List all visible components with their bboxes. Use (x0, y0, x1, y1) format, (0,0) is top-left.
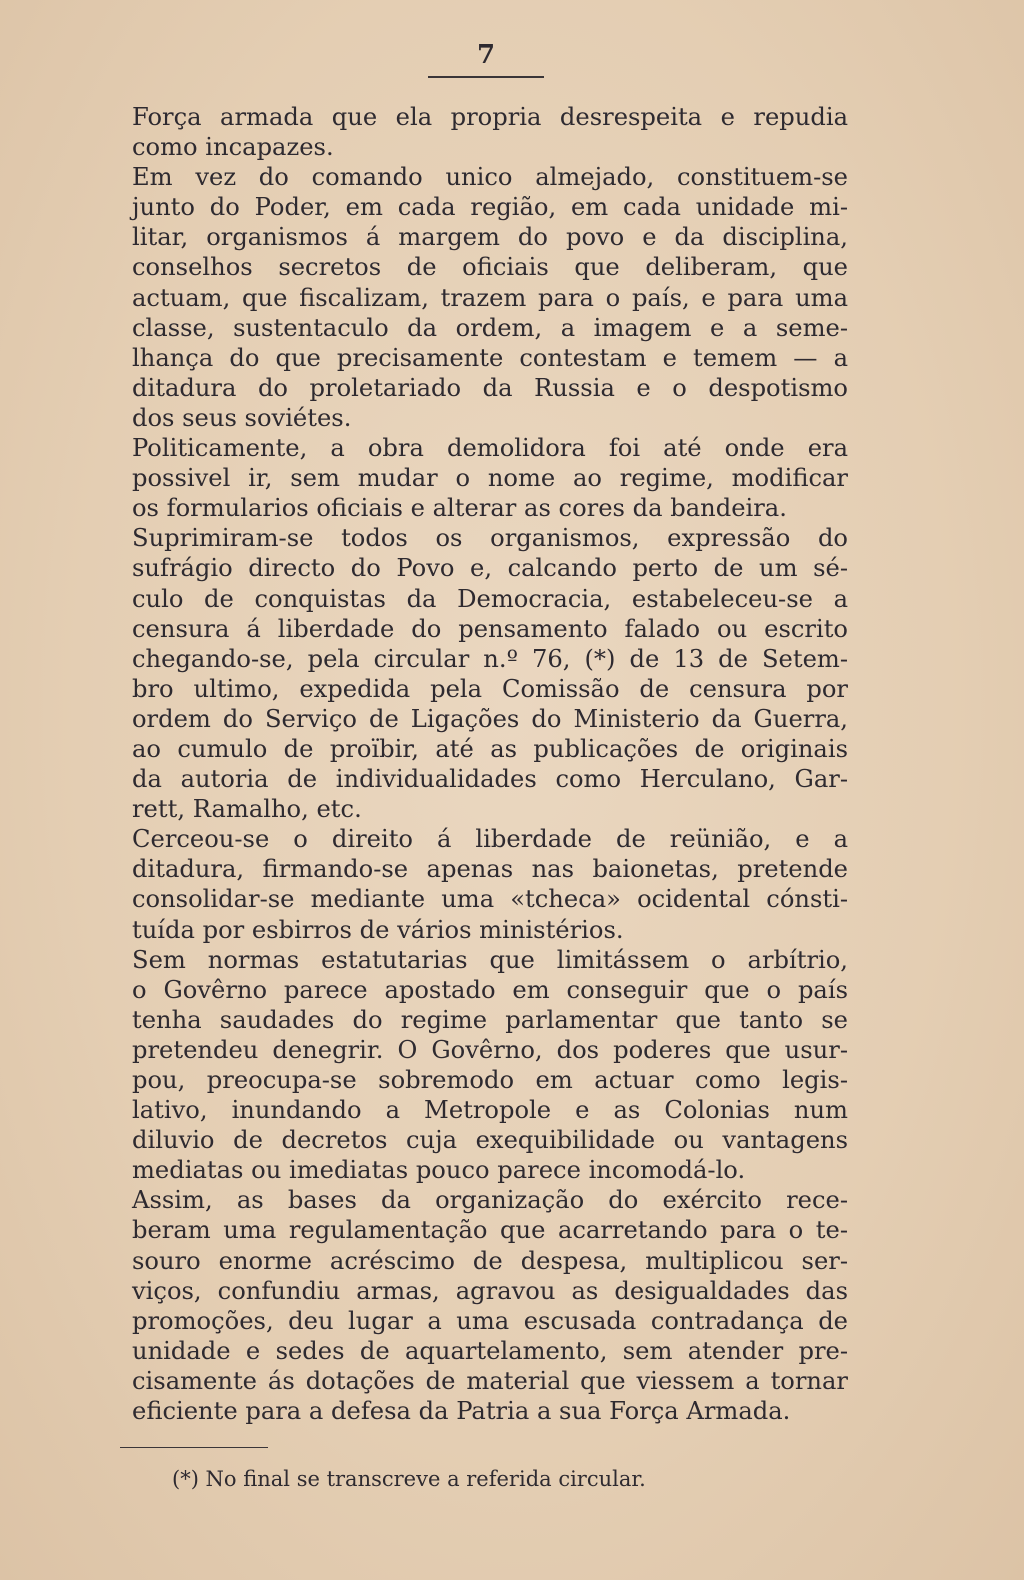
text-line: lhança do que precisamente contestam e temem — a (132, 343, 848, 372)
text-line: o Govêrno parece apostado em conseguir que o país (132, 975, 848, 1004)
text-line: Força armada que ela propria desrespeita e repudia (132, 103, 848, 131)
text-line: promoções, deu lugar a uma escusada contradança de (132, 1306, 848, 1335)
text-line: os formularios oficiais e alterar as cores da bandeira. (132, 494, 787, 523)
text-line: tenha saudades do regime parlamentar que tanto se (132, 1005, 848, 1034)
text-line: consolidar-se mediante uma «tcheca» ocidental cónsti- (132, 885, 848, 914)
text-line: eficiente para a defesa da Patria a sua Força Armada. (132, 1397, 791, 1426)
footnote: (*) No final se transcreve a referida circular. (172, 1467, 646, 1491)
text-line: pou, preocupa-se sobremodo em actuar como legis- (132, 1066, 848, 1094)
page-number: 7 (476, 40, 496, 70)
text-line: conselhos secretos de oficiais que deliberam, que (132, 253, 848, 282)
text-line: mediatas ou imediatas pouco parece incomodá-lo. (132, 1156, 746, 1185)
text-line: possivel ir, sem mudar o nome ao regime, modificar (132, 464, 848, 493)
footnote-rule (120, 1447, 268, 1448)
text-line: diluvio de decretos cuja exequibilidade ou vantagens (132, 1126, 848, 1155)
text-line: Suprimiram-se todos os organismos, expressão do (132, 524, 848, 553)
text-line: cisamente ás dotações de material que viessem a tornar (132, 1366, 848, 1395)
text-line: rett, Ramalho, etc. (132, 795, 362, 824)
text-line: Em vez do comando unico almejado, constituem-se (132, 163, 848, 192)
text-line: Assim, as bases da organização do exército rece- (132, 1186, 848, 1215)
text-line: beram uma regulamentação que acarretando para o te- (132, 1216, 848, 1245)
text-line: culo de conquistas da Democracia, estabeleceu-se a (132, 584, 848, 613)
text-line: lativo, inundando a Metropole e as Colonias num (132, 1096, 848, 1125)
text-line: ditadura do proletariado da Russia e o despotismo (132, 373, 848, 402)
text-line: classe, sustentaculo da ordem, a imagem e a seme- (132, 313, 848, 342)
text-line: litar, organismos á margem do povo e da disciplina, (132, 223, 848, 252)
text-line: censura á liberdade do pensamento falado ou escrito (132, 614, 848, 643)
body-text (132, 102, 848, 1426)
text-line: sufrágio directo do Povo e, calcando perto de um sé- (132, 554, 848, 583)
text-line: dos seus soviétes. (132, 403, 352, 432)
text-line: ao cumulo de proïbir, até as publicações de originais (132, 734, 848, 763)
text-line: bro ultimo, expedida pela Comissão de censura por (132, 674, 848, 703)
text-line: tuída por esbirros de vários ministérios. (132, 915, 624, 944)
text-line: souro enorme acréscimo de despesa, multiplicou ser- (132, 1246, 848, 1275)
text-line: ordem do Serviço de Ligações do Ministerio da Guerra, (132, 704, 848, 733)
text-line: junto do Poder, em cada região, em cada unidade mi- (132, 193, 848, 222)
text-line: Sem normas estatutarias que limitássem o arbítrio, (132, 945, 848, 974)
text-line: actuam, que fiscalizam, trazem para o país, e para uma (132, 283, 848, 312)
text-line: Politicamente, a obra demolidora foi até onde era (132, 434, 848, 463)
text-line: unidade e sedes de aquartelamento, sem atender pre- (132, 1336, 848, 1365)
text-line: viços, confundiu armas, agravou as desigualdades das (132, 1276, 848, 1305)
text-line: Cerceou-se o direito á liberdade de reünião, e a (132, 825, 848, 854)
header-rule (428, 76, 544, 78)
text-line: ditadura, firmando-se apenas nas baionetas, pretende (132, 855, 848, 884)
text-line: da autoria de individualidades como Herculano, Gar- (132, 765, 848, 794)
text-line: pretendeu denegrir. O Govêrno, dos poderes que usur- (132, 1035, 848, 1064)
text-line: chegando-se, pela circular n.º 76, (*) de 13 de Setem- (132, 644, 848, 673)
text-line: como incapazes. (132, 133, 334, 162)
